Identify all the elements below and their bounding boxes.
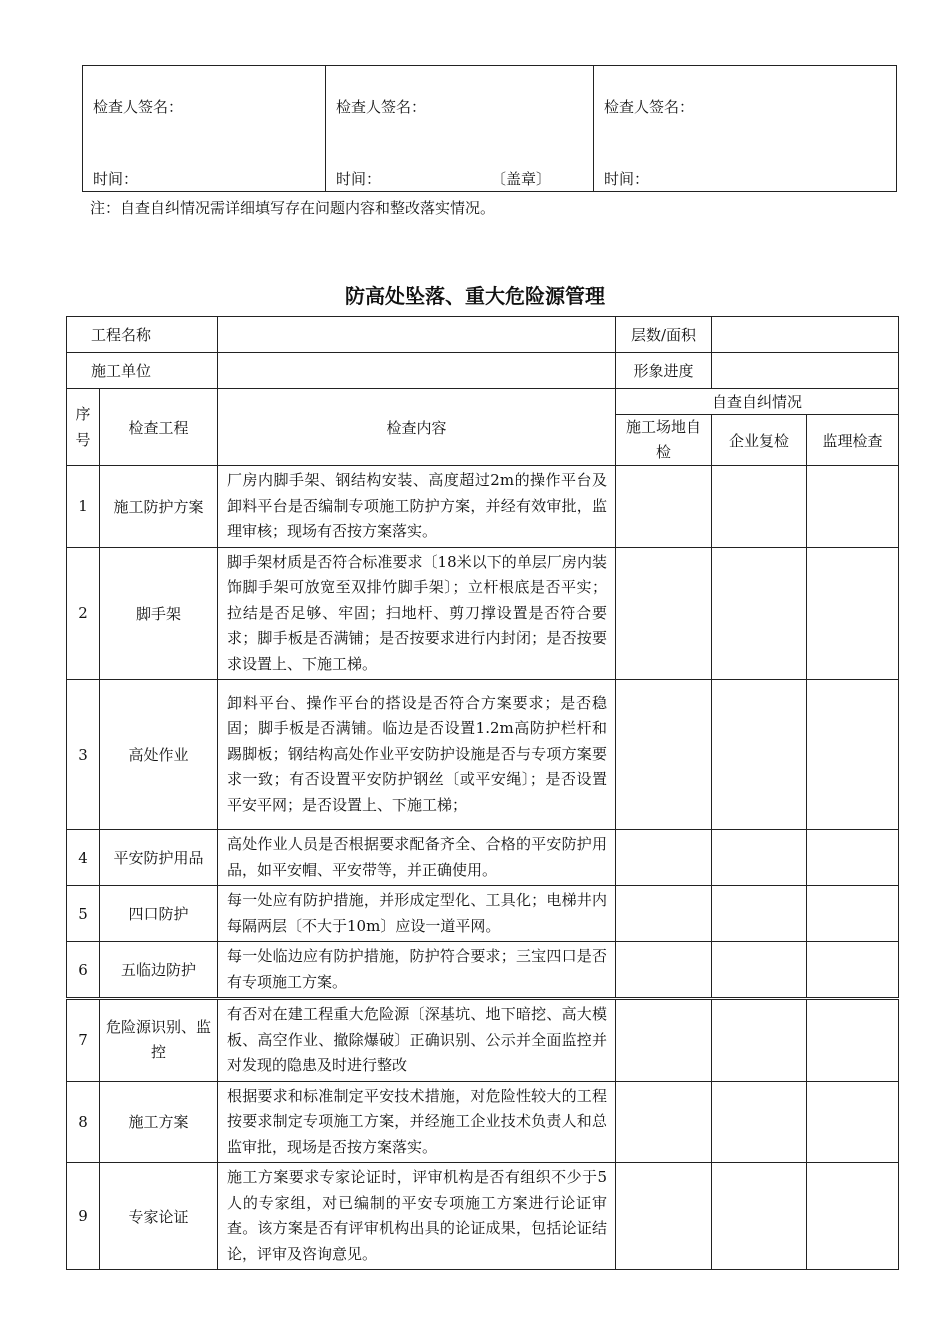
inspection-table (66, 316, 899, 1270)
row-content: 根据要求和标准制定平安技术措施，对危险性较大的工程按要求制定专项施工方案，并经施工企业技术负责人和总监审批，现场是否按方案落实。 (218, 1081, 616, 1163)
row-item: 四口防护 (100, 886, 218, 942)
time-label: 时间： (336, 170, 382, 188)
company-recheck-cell[interactable] (712, 1081, 807, 1163)
row-item: 危险源识别、监控 (100, 999, 218, 1082)
site-self-cell[interactable] (616, 466, 712, 548)
table-row (67, 547, 899, 680)
table-row (67, 466, 899, 548)
supervision-cell[interactable] (807, 466, 899, 548)
row-content: 施工方案要求专家论证时，评审机构是否有组织不少于5人的专家组，对已编制的平安专项施工方案进行论证审查。该方案是否有评审机构出具的论证成果，包括论证结论，评审及咨询意见。 (218, 1163, 616, 1270)
signature-cell-3[interactable] (594, 66, 897, 192)
table-row (67, 830, 899, 886)
row-number: 6 (67, 942, 100, 999)
time-label: 时间： (93, 170, 139, 188)
signature-table (82, 65, 897, 192)
signature-cell-1[interactable] (83, 66, 326, 192)
supervision-cell[interactable] (807, 1081, 899, 1163)
site-self-cell[interactable] (616, 547, 712, 680)
supervision-cell[interactable] (807, 942, 899, 999)
site-self-cell[interactable] (616, 999, 712, 1082)
supervision-cell[interactable] (807, 680, 899, 830)
construction-unit-label: 施工单位 (67, 353, 218, 389)
row-number: 8 (67, 1081, 100, 1163)
row-item: 五临边防护 (100, 942, 218, 999)
progress-value[interactable] (712, 353, 899, 389)
row-number: 7 (67, 999, 100, 1082)
page-title: 防高处坠落、重大危险源管理 (345, 284, 605, 308)
company-recheck-cell[interactable] (712, 886, 807, 942)
row-content: 高处作业人员是否根据要求配备齐全、合格的平安防护用品，如平安帽、平安带等，并正确使用。 (218, 830, 616, 886)
signature-label: 检查人签名： (336, 98, 427, 116)
row-content: 厂房内脚手架、钢结构安装、高度超过2m的操作平台及卸料平台是否编制专项施工防护方案，并经有效审批，监理审核；现场有否按方案落实。 (218, 466, 616, 548)
supervision-cell[interactable] (807, 999, 899, 1082)
supervision-cell[interactable] (807, 830, 899, 886)
table-row (67, 680, 899, 830)
site-self-cell[interactable] (616, 1163, 712, 1270)
row-number: 2 (67, 547, 100, 680)
supervision-cell[interactable] (807, 1163, 899, 1270)
row-number: 4 (67, 830, 100, 886)
company-recheck-cell[interactable] (712, 942, 807, 999)
progress-label: 形象进度 (616, 353, 712, 389)
company-recheck-cell[interactable] (712, 830, 807, 886)
site-self-cell[interactable] (616, 1081, 712, 1163)
col-header-content: 检查内容 (218, 389, 616, 466)
row-item: 施工防护方案 (100, 466, 218, 548)
row-number: 9 (67, 1163, 100, 1270)
row-item: 专家论证 (100, 1163, 218, 1270)
col-header-site-self: 施工场地自检 (616, 415, 712, 466)
project-name-label: 工程名称 (67, 317, 218, 353)
company-recheck-cell[interactable] (712, 547, 807, 680)
table-row (67, 942, 899, 999)
row-content: 每一处临边应有防护措施，防护符合要求；三宝四口是否有专项施工方案。 (218, 942, 616, 999)
company-recheck-cell[interactable] (712, 466, 807, 548)
row-content: 卸料平台、操作平台的搭设是否符合方案要求；是否稳固；脚手板是否满铺。临边是否设置1.2m高防护栏杆和踢脚板；钢结构高处作业平安防护设施是否与专项方案要求一致；有否设置平安防护钢丝〔或平安绳〕；是否设置平安平网；是否设置上、下施工梯； (218, 680, 616, 830)
row-item: 脚手架 (100, 547, 218, 680)
site-self-cell[interactable] (616, 942, 712, 999)
col-header-company-recheck: 企业复检 (712, 415, 807, 466)
row-item: 平安防护用品 (100, 830, 218, 886)
row-number: 3 (67, 680, 100, 830)
row-content: 有否对在建工程重大危险源〔深基坑、地下暗挖、高大模板、高空作业、撤除爆破〕正确识别、公示并全面监控并对发现的隐患及时进行整改 (218, 999, 616, 1082)
note-text: 注：自查自纠情况需详细填写存在问题内容和整改落实情况。 (90, 199, 496, 217)
col-header-self-check: 自查自纠情况 (616, 389, 899, 415)
signature-label: 检查人签名： (604, 98, 695, 116)
row-item: 施工方案 (100, 1081, 218, 1163)
project-name-value[interactable] (218, 317, 616, 353)
supervision-cell[interactable] (807, 886, 899, 942)
site-self-cell[interactable] (616, 830, 712, 886)
signature-cell-2[interactable] (326, 66, 594, 192)
col-header-supervision: 监理检查 (807, 415, 899, 466)
company-recheck-cell[interactable] (712, 1163, 807, 1270)
row-item: 高处作业 (100, 680, 218, 830)
row-content: 每一处应有防护措施，并形成定型化、工具化；电梯井内每隔两层〔不大于10m〕应设一道平网。 (218, 886, 616, 942)
signature-label: 检查人签名： (93, 98, 184, 116)
seal-label: 〔盖章〕 (491, 170, 552, 188)
supervision-cell[interactable] (807, 547, 899, 680)
floors-area-value[interactable] (712, 317, 899, 353)
table-row (67, 886, 899, 942)
time-label: 时间： (604, 170, 650, 188)
company-recheck-cell[interactable] (712, 680, 807, 830)
site-self-cell[interactable] (616, 680, 712, 830)
company-recheck-cell[interactable] (712, 999, 807, 1082)
row-number: 1 (67, 466, 100, 548)
row-content: 脚手架材质是否符合标准要求〔18米以下的单层厂房内装饰脚手架可放宽至双排竹脚手架〕；立杆根底是否平实；拉结是否足够、牢固；扫地杆、剪刀撑设置是否符合要求；脚手板是否满铺；是否按要求进行内封闭；是否按要求设置上、下施工梯。 (218, 547, 616, 680)
row-number: 5 (67, 886, 100, 942)
construction-unit-value[interactable] (218, 353, 616, 389)
table-row (67, 1081, 899, 1163)
table-row (67, 1163, 899, 1270)
floors-area-label: 层数/面积 (616, 317, 712, 353)
col-header-item: 检查工程 (100, 389, 218, 466)
site-self-cell[interactable] (616, 886, 712, 942)
col-header-seq: 序号 (67, 389, 100, 466)
table-row (67, 999, 899, 1082)
